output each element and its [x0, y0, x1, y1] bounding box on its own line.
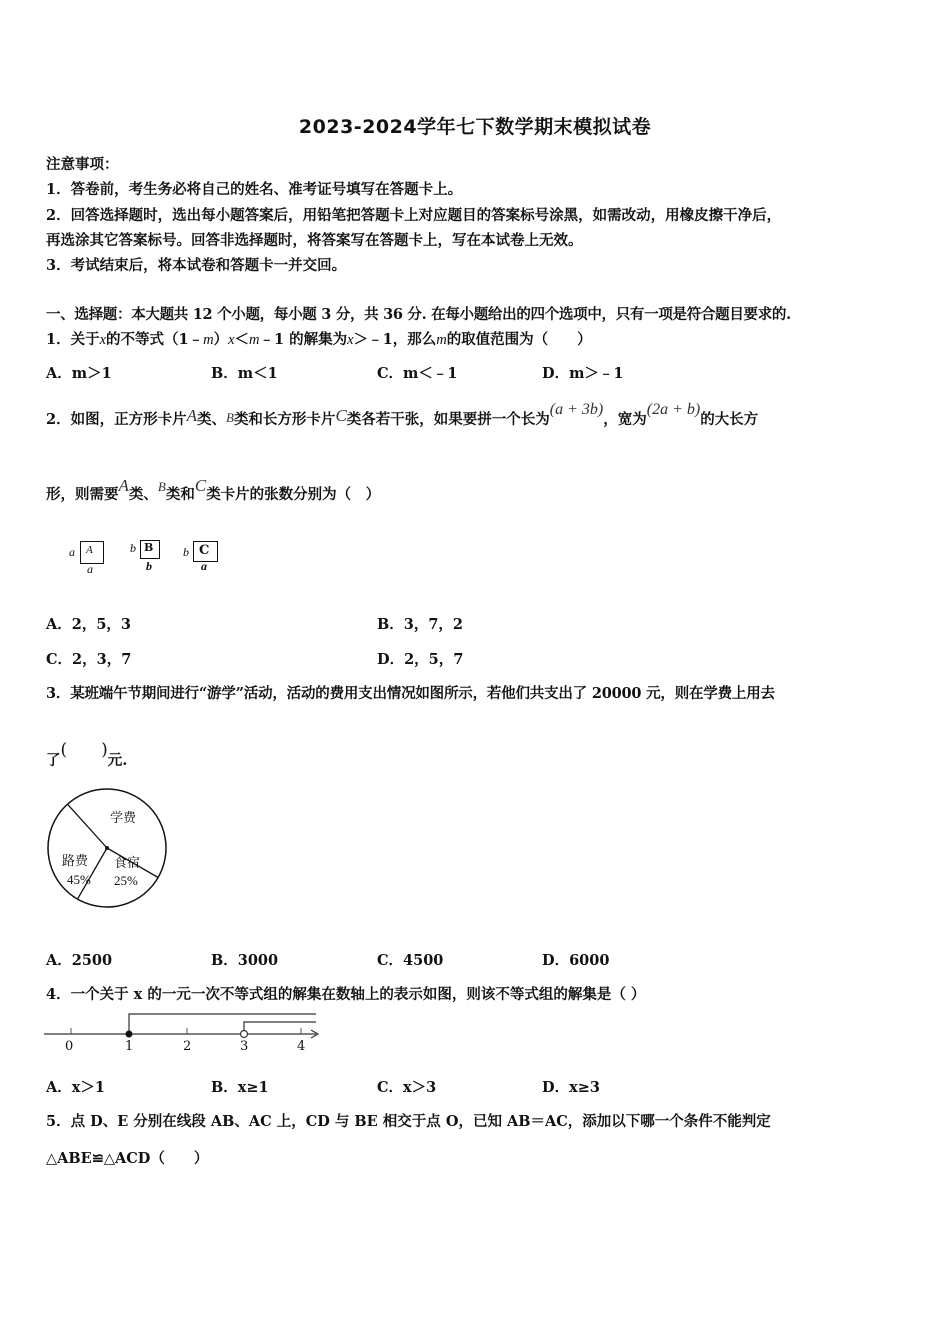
question-1 — [46, 328, 592, 349]
card-b-bottom-label: b — [146, 559, 152, 573]
tick-label-1: 1 — [125, 1039, 134, 1054]
q2-var-a: A — [118, 476, 129, 495]
q1-var-m: m — [436, 332, 447, 348]
q2-var-a: A — [186, 406, 197, 425]
notice-item-2b: 再选涂其它答案标号。回答非选择题时，将答案写在答题卡上，写在本试卷上无效。 — [46, 232, 583, 249]
q4-option-b[interactable]: B．x≥1 — [211, 1079, 269, 1096]
q1-var-x: x — [99, 332, 107, 348]
open-point-3 — [241, 1031, 248, 1038]
card-c-label: C — [199, 543, 210, 558]
q1-var-x: x — [228, 332, 235, 348]
q2-text: 形，则需要 — [46, 486, 119, 503]
q1-text: 的不等式（1﹣ — [106, 331, 204, 348]
question-3-line1: 3．某班端午节期间进行“游学”活动，活动的费用支出情况如图所示，若他们共支出了 20000 元，则在学费上用去 — [46, 685, 775, 702]
card-b-label: B — [144, 541, 154, 554]
page-title: 2023-2024学年七下数学期末模拟试卷 — [298, 116, 652, 138]
q2-option-b[interactable]: B．3，7，2 — [377, 616, 464, 633]
q2-text: 类各若干张，如果要拼一个长为 — [346, 411, 550, 428]
q3-text: 元. — [107, 752, 128, 769]
q4-option-a[interactable]: A．x＞1 — [46, 1079, 105, 1096]
q3-text: 了 — [46, 752, 61, 769]
question-5-line1: 5．点 D、E 分别在线段 AB、AC 上，CD 与 BE 相交于点 O，已知 AB＝AC，添加以下哪一个条件不能判定 — [46, 1113, 771, 1130]
card-c-side-label: b — [183, 545, 189, 559]
q3-option-d[interactable]: D．6000 — [542, 952, 610, 969]
tick-label-2: 2 — [183, 1039, 192, 1054]
q1-option-b[interactable]: B．m＜1 — [211, 365, 278, 382]
card-c-bottom-label: a — [201, 559, 207, 573]
q2-text: 类卡片的张数分别为（ ） — [206, 486, 381, 503]
question-3-line2 — [46, 740, 128, 770]
notice-item-3: 3．考试结束后，将本试卷和答题卡一并交回。 — [46, 257, 347, 274]
q2-option-d[interactable]: D．2，5，7 — [377, 651, 464, 668]
q1-text: ﹣1 的解集为 — [259, 331, 348, 348]
q2-var-b: B — [157, 479, 166, 494]
q2-var-b: B — [225, 410, 234, 425]
q3-option-b[interactable]: B．3000 — [211, 952, 279, 969]
pie-label-tuition: 学费 — [110, 811, 137, 826]
q2-length-expr: (a + 3b) — [549, 401, 604, 418]
pie-pct-food: 25% — [114, 873, 138, 888]
q1-option-c[interactable]: C．m＜﹣1 — [377, 365, 458, 382]
q1-var-m: m — [203, 332, 214, 348]
card-a-label: A — [86, 544, 93, 556]
card-b-side-label: b — [130, 541, 136, 555]
q2-text: ，宽为 — [603, 411, 647, 428]
card-a-bottom-label: a — [87, 562, 93, 576]
q3-answer-blank: ( ) — [60, 740, 108, 760]
notice-heading: 注意事项： — [46, 156, 119, 173]
q3-pie-chart — [44, 787, 172, 909]
q4-option-c[interactable]: C．x＞3 — [377, 1079, 437, 1096]
q4-option-d[interactable]: D．x≥3 — [542, 1079, 600, 1096]
question-5-line2: △ABE≌△ACD（ ） — [46, 1150, 209, 1167]
q2-var-c: C — [335, 406, 347, 425]
q1-text: ＜ — [234, 331, 250, 348]
q3-option-a[interactable]: A．2500 — [46, 952, 113, 969]
q2-width-expr: (2a + b) — [646, 401, 701, 418]
ray-from-3 — [244, 1022, 316, 1034]
q3-option-c[interactable]: C．4500 — [377, 952, 444, 969]
q2-text: 类和 — [165, 486, 195, 503]
q2-text: 类、 — [128, 486, 158, 503]
notice-item-2a: 2．回答选择题时，选出每小题答案后，用铅笔把答题卡上对应题目的答案标号涂黑，如需改动，用橡皮擦干净后， — [46, 207, 782, 224]
notice-item-1: 1．答卷前，考生务必将自己的姓名、准考证号填写在答题卡上。 — [46, 181, 463, 198]
q2-var-c: C — [194, 476, 207, 495]
tick-label-3: 3 — [240, 1039, 249, 1054]
question-2-line1 — [46, 401, 759, 429]
section-heading: 一、选择题：本大题共 12 个小题，每小题 3 分，共 36 分. 在每小题给出的四个选项中，只有一项是符合题目要求的. — [46, 306, 791, 323]
q2-text: 的大长方 — [700, 411, 759, 428]
question-4: 4．一个关于 x 的一元一次不等式组的解集在数轴上的表示如图，则该不等式组的解集是（ ） — [46, 986, 646, 1003]
tick-label-0: 0 — [65, 1039, 74, 1054]
q2-option-c[interactable]: C．2，3，7 — [46, 651, 132, 668]
pie-label-food: 食宿 — [114, 856, 141, 871]
q1-text: 的取值范围为（ ） — [446, 331, 592, 348]
q1-text: 1．关于 — [46, 331, 100, 348]
q1-text: ＞﹣1，那么 — [353, 331, 437, 348]
pie-center-dot — [105, 846, 109, 850]
q2-text: 类、 — [196, 411, 226, 428]
ray-from-1 — [129, 1014, 316, 1034]
question-2-line2 — [46, 476, 381, 504]
q1-option-a[interactable]: A．m＞1 — [46, 365, 112, 382]
q1-var-x: x — [347, 332, 354, 348]
pie-label-travel: 路费 — [62, 854, 89, 869]
pie-divider-travel-tuition — [68, 804, 108, 848]
q1-text: ） — [213, 331, 229, 348]
q1-option-d[interactable]: D．m＞﹣1 — [542, 365, 624, 382]
card-a-side-label: a — [69, 545, 75, 559]
q2-text: 类和长方形卡片 — [233, 411, 336, 428]
pie-pct-travel: 45% — [67, 872, 91, 887]
q2-text: 2．如图，正方形卡片 — [46, 411, 187, 428]
closed-point-1 — [126, 1031, 133, 1038]
q2-option-a[interactable]: A．2，5，3 — [46, 616, 132, 633]
tick-label-4: 4 — [297, 1039, 306, 1054]
q1-var-m: m — [249, 332, 260, 348]
